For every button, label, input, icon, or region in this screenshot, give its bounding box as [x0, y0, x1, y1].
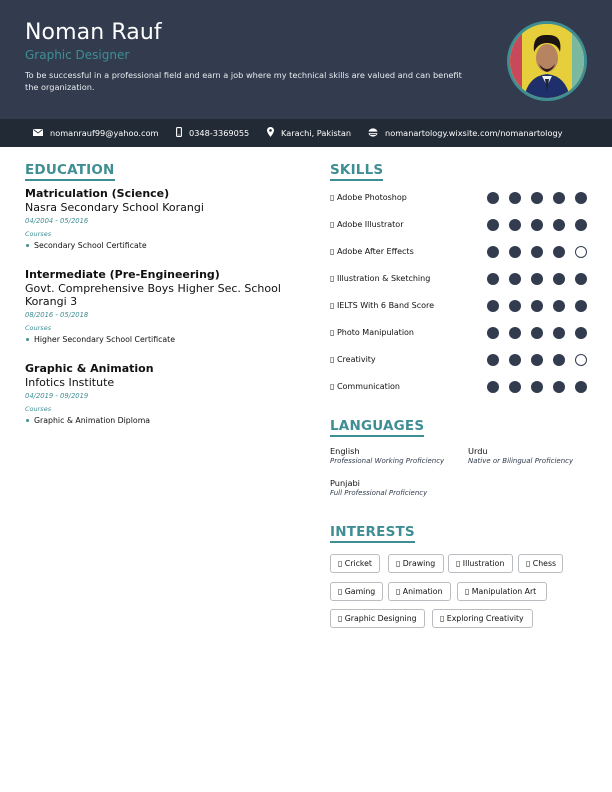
skill-rating — [487, 273, 597, 285]
filled-dot-icon — [531, 192, 543, 204]
date-range: 04/2004 - 05/2016 — [25, 217, 89, 225]
filled-dot-icon — [509, 300, 521, 312]
education-entry — [25, 268, 305, 344]
filled-dot-icon — [509, 192, 521, 204]
filled-dot-icon — [531, 354, 543, 366]
filled-dot-icon — [509, 354, 521, 366]
education-entry — [25, 187, 305, 250]
filled-dot-icon — [487, 219, 499, 231]
skill-rating — [487, 192, 597, 204]
skill-label: ▯ Illustration & Sketching — [330, 274, 431, 283]
language-level: Professional Working Proficiency — [330, 457, 445, 465]
contact-location — [267, 119, 351, 147]
language-level: Full Professional Proficiency — [330, 489, 428, 497]
filled-dot-icon — [575, 327, 587, 339]
language-level: Native or Bilingual Proficiency — [468, 457, 574, 465]
skill-rating — [487, 354, 597, 366]
filled-dot-icon — [509, 327, 521, 339]
filled-dot-icon — [509, 381, 521, 393]
skill-label: ▯ Photo Manipulation — [330, 328, 415, 337]
skills-heading: SKILLS — [330, 162, 383, 181]
language-name: Urdu — [468, 446, 488, 456]
skill-label: ▯ IELTS With 6 Band Score — [330, 301, 435, 310]
candidate-role: Graphic Designer — [25, 48, 130, 62]
filled-dot-icon — [487, 354, 499, 366]
education-entry — [25, 362, 305, 425]
filled-dot-icon — [553, 246, 565, 258]
skill-row — [330, 246, 590, 260]
filled-dot-icon — [575, 192, 587, 204]
profile-photo — [507, 21, 587, 101]
filled-dot-icon — [487, 273, 499, 285]
degree-title: Graphic & Animation — [25, 362, 154, 375]
language-name: Punjabi — [330, 478, 360, 488]
skill-row — [330, 300, 590, 314]
skill-row — [330, 192, 590, 206]
interest-tag: ▯ Drawing — [388, 554, 444, 573]
language-item — [468, 446, 573, 467]
courses-label: Courses — [25, 230, 52, 238]
skill-row — [330, 381, 590, 395]
filled-dot-icon — [509, 219, 521, 231]
filled-dot-icon — [531, 246, 543, 258]
filled-dot-icon — [531, 381, 543, 393]
contact-phone[interactable] — [176, 119, 249, 147]
filled-dot-icon — [487, 381, 499, 393]
interest-tag: ▯ Graphic Designing — [330, 609, 425, 628]
location-text: Karachi, Pakistan — [281, 128, 352, 138]
filled-dot-icon — [509, 246, 521, 258]
filled-dot-icon — [553, 300, 565, 312]
filled-dot-icon — [531, 300, 543, 312]
email-text: nomanrauf99@yahoo.com — [50, 128, 159, 138]
empty-dot-icon — [575, 354, 587, 366]
school-name: Nasra Secondary School Korangi — [25, 201, 204, 214]
map-pin-icon — [267, 127, 274, 139]
language-name: English — [330, 446, 360, 456]
resume-header — [0, 0, 612, 119]
summary-text: To be successful in a professional field and earn a job where my technical skills are valued and can benefit the organization. — [25, 70, 462, 92]
course-item: Higher Secondary School Certificate — [25, 335, 305, 344]
filled-dot-icon — [553, 273, 565, 285]
filled-dot-icon — [553, 354, 565, 366]
skill-rating — [487, 219, 597, 231]
profile-photo-illustration — [510, 24, 584, 98]
envelope-icon — [33, 128, 43, 138]
website-link: nomanartology.wixsite.com/nomanartology — [385, 128, 563, 138]
courses-label: Courses — [25, 405, 52, 413]
empty-dot-icon — [575, 246, 587, 258]
degree-title: Intermediate (Pre-Engineering) — [25, 268, 220, 281]
school-name: Infotics Institute — [25, 376, 115, 389]
skill-rating — [487, 246, 597, 258]
phone-text: 0348-3369055 — [189, 128, 250, 138]
skill-label: ▯ Creativity — [330, 355, 376, 364]
courses-label: Courses — [25, 324, 52, 332]
interests-heading: INTERESTS — [330, 524, 415, 543]
degree-title: Matriculation (Science) — [25, 187, 170, 200]
contact-email[interactable] — [33, 119, 158, 147]
contact-website[interactable] — [368, 119, 563, 147]
filled-dot-icon — [531, 273, 543, 285]
filled-dot-icon — [487, 192, 499, 204]
skill-row — [330, 273, 590, 287]
filled-dot-icon — [553, 381, 565, 393]
skill-rating — [487, 381, 597, 393]
interest-tag: ▯ Chess — [518, 554, 563, 573]
date-range: 08/2016 - 05/2018 — [25, 311, 89, 319]
interest-tag: ▯ Exploring Creativity — [432, 609, 533, 628]
filled-dot-icon — [487, 246, 499, 258]
candidate-name: Noman Rauf — [25, 20, 162, 45]
filled-dot-icon — [575, 219, 587, 231]
interest-tag: ▯ Animation — [388, 582, 451, 601]
filled-dot-icon — [553, 327, 565, 339]
skill-row — [330, 327, 590, 341]
skill-label: ▯ Communication — [330, 382, 400, 391]
filled-dot-icon — [531, 327, 543, 339]
skill-label: ▯ Adobe Photoshop — [330, 193, 407, 202]
school-name: Govt. Comprehensive Boys Higher Sec. School Korangi 3 — [25, 282, 281, 308]
education-heading: EDUCATION — [25, 162, 115, 181]
filled-dot-icon — [487, 300, 499, 312]
skill-rating — [487, 327, 597, 339]
filled-dot-icon — [575, 300, 587, 312]
filled-dot-icon — [575, 273, 587, 285]
interest-tag: ▯ Gaming — [330, 582, 383, 601]
course-item: Graphic & Animation Diploma — [25, 416, 305, 425]
skill-rating — [487, 300, 597, 312]
globe-icon — [368, 128, 378, 139]
filled-dot-icon — [531, 219, 543, 231]
mobile-phone-icon — [176, 127, 182, 139]
skill-label: ▯ Adobe Illustrator — [330, 220, 404, 229]
interest-tag: ▯ Illustration — [448, 554, 513, 573]
interest-tag: ▯ Manipulation Art — [457, 582, 547, 601]
language-item — [330, 446, 444, 467]
interest-tag: ▯ Cricket — [330, 554, 380, 573]
filled-dot-icon — [553, 219, 565, 231]
filled-dot-icon — [487, 327, 499, 339]
language-item — [330, 478, 427, 499]
skill-row — [330, 354, 590, 368]
filled-dot-icon — [575, 381, 587, 393]
filled-dot-icon — [509, 273, 521, 285]
languages-heading: LANGUAGES — [330, 418, 424, 437]
course-item: Secondary School Certificate — [25, 241, 305, 250]
filled-dot-icon — [553, 192, 565, 204]
skill-row — [330, 219, 590, 233]
contact-bar — [0, 119, 612, 147]
date-range: 04/2019 - 09/2019 — [25, 392, 89, 400]
skill-label: ▯ Adobe After Effects — [330, 247, 414, 256]
